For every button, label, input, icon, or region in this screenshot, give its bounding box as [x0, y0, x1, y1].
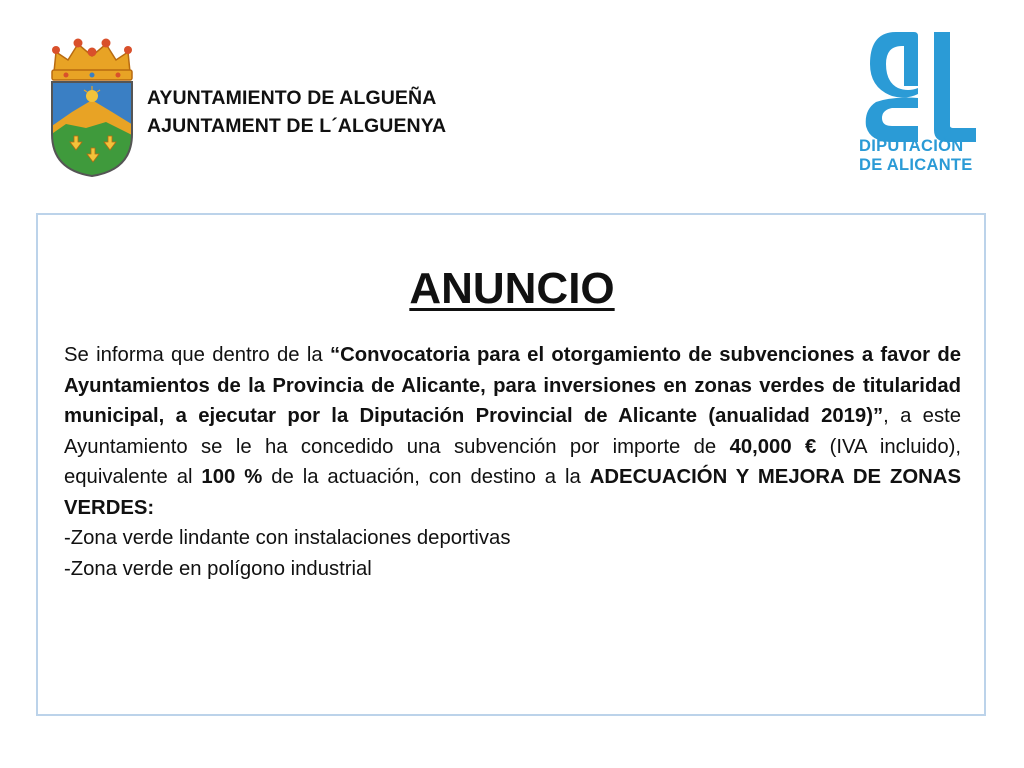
notice-title-text: ANUNCIO — [409, 264, 615, 313]
paragraph-intro: Se informa que dentro de la — [64, 344, 330, 366]
diputacion-line1: DIPUTACIÓN — [859, 137, 964, 155]
convocatoria-title: “Convocatoria para el otorgamiento de subvenciones a favor de Ayuntamientos de la Provincia de Alicante, para inversiones en zonas verdes de titularidad municipal, a ejecutar por la Diputación Provincial de Alicante (anualidad 2019)” — [64, 344, 961, 427]
list-item: -Zona verde en polígono industrial — [64, 557, 372, 580]
notice-paragraph — [64, 340, 961, 523]
notice-title — [0, 262, 1024, 316]
diputacion-name — [859, 137, 983, 175]
subsidy-amount: 40,000 € — [729, 435, 817, 458]
org-name-valencian: AJUNTAMENT DE L´ALGUENYA — [147, 115, 447, 137]
algueña-coat-of-arms-icon — [46, 38, 138, 178]
paragraph-part4: de la actuación, con destino a la — [262, 466, 590, 488]
paragraph-part2: , a este Ayuntamiento se le ha concedido una subvención por importe de — [64, 405, 961, 458]
paragraph-part3: (IVA incluido), equivalente al — [64, 435, 961, 488]
org-name-spanish: AYUNTAMIENTO DE ALGUEÑA — [147, 87, 437, 109]
diputacion-line2: DE ALICANTE — [859, 156, 973, 174]
subsidy-percent: 100 % — [201, 466, 263, 488]
organization-names — [147, 84, 446, 140]
notice-body — [64, 340, 961, 584]
crown-icon — [52, 39, 132, 81]
list-item: -Zona verde lindante con instalaciones deportivas — [64, 527, 511, 549]
destination-title: ADECUACIÓN Y MEJORA DE ZONAS VERDES: — [64, 466, 961, 519]
